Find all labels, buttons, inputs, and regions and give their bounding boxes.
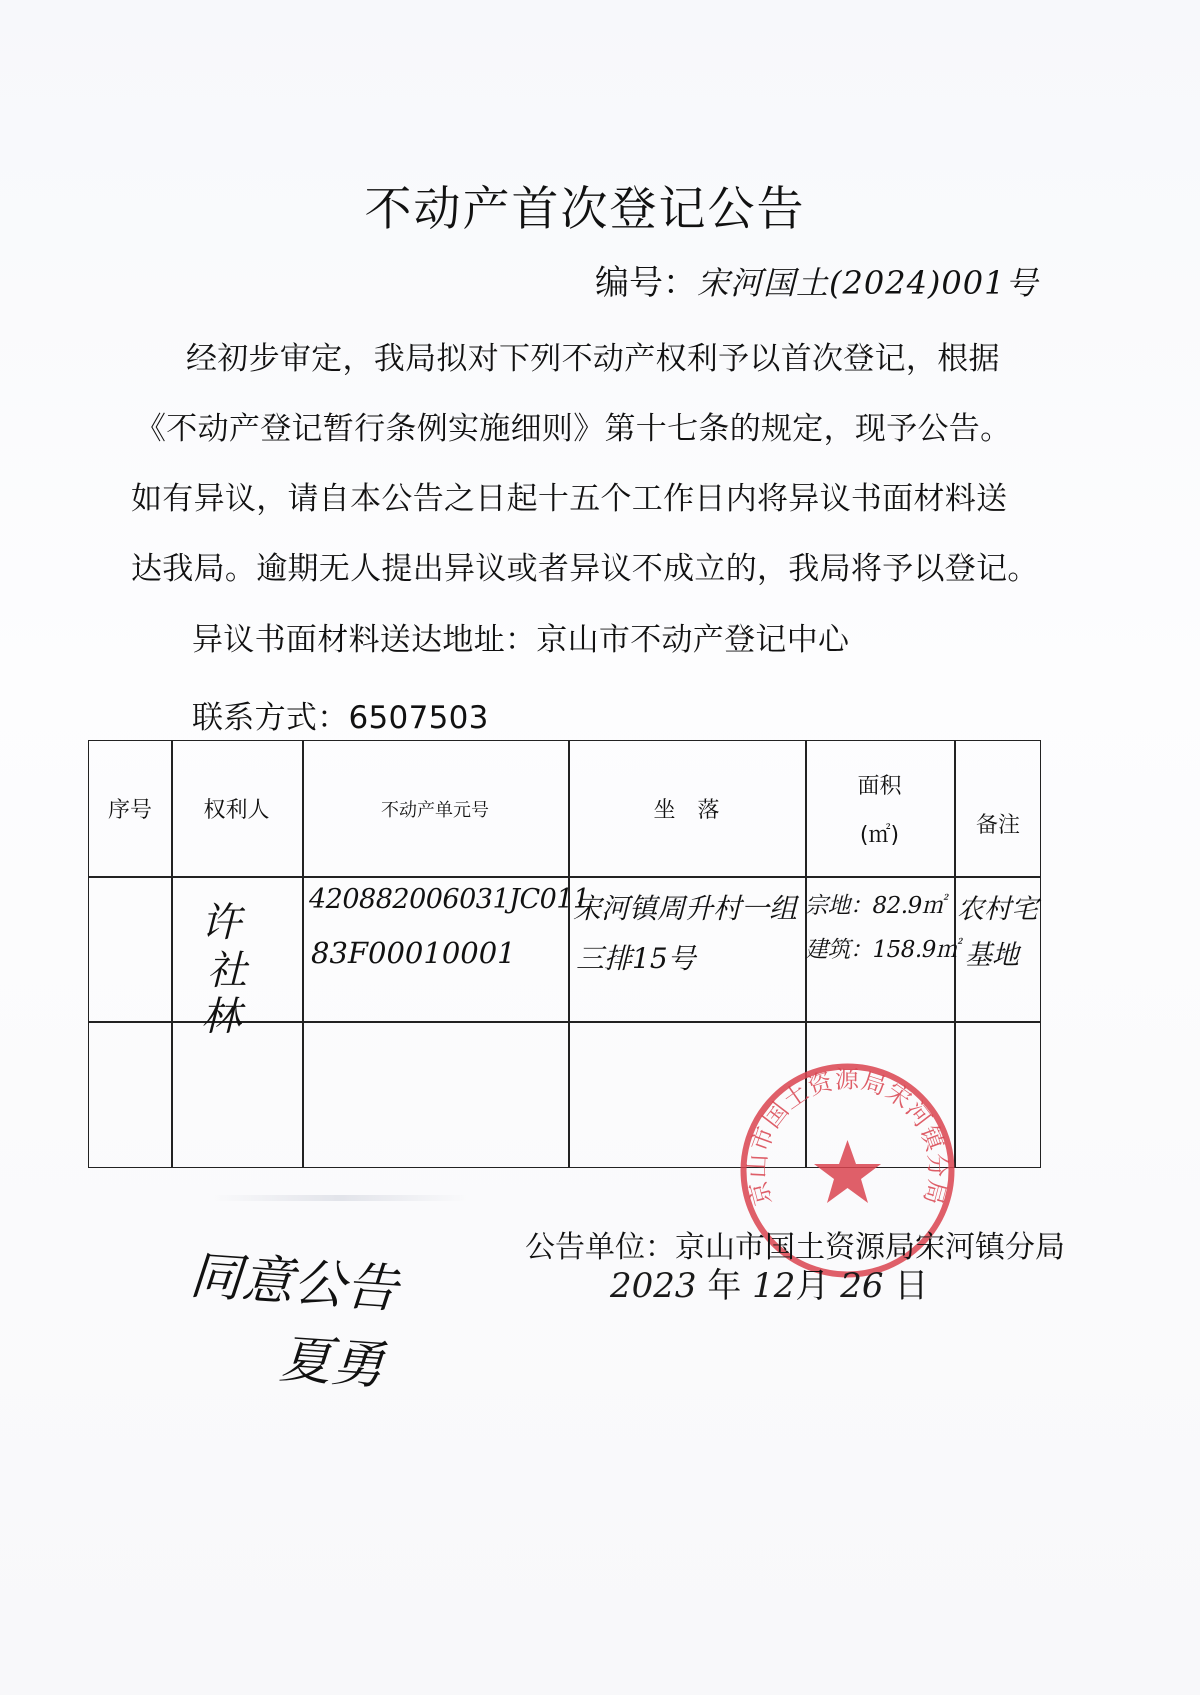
date-year: 2023 [610, 1266, 697, 1306]
notice-reference [595, 255, 1039, 304]
paper-smudge [210, 1195, 470, 1201]
header-seq: 序号 [107, 798, 152, 823]
row2-seq [89, 1021, 171, 1167]
notice-title: 不动产首次登记公告 [364, 182, 806, 237]
row1-holder-char-3: 林 [201, 994, 241, 1040]
row1-location-line-1: 宋河镇周升村一组 [573, 892, 798, 925]
paragraph-line-3: 如有异议，请自本公告之日起十五个工作日内将异议书面材料送 [131, 481, 1008, 517]
row1-holder-char-2: 社 [207, 948, 247, 994]
approval-handwriting: 同意公告 [187, 1245, 400, 1321]
header-holder: 权利人 [203, 798, 270, 823]
header-unit-no: 不动产单元号 [381, 799, 489, 821]
paragraph-line-2: 《不动产登记暂行条例实施细则》第十七条的规定，现予公告。 [135, 411, 1012, 447]
header-location: 坐 落 [653, 798, 720, 823]
row1-unit-no-line-1: 420882006031JC011 [309, 884, 590, 915]
issue-date [610, 1258, 928, 1307]
paragraph-line-1: 经初步审定，我局拟对下列不动产权利予以首次登记，根据 [186, 341, 1000, 377]
date-day: 26 [840, 1266, 884, 1306]
reference-number: 宋河国土(2024)001号 [697, 264, 1039, 302]
issuing-unit: 公告单位：京山市国土资源局宋河镇分局 [525, 1230, 1065, 1265]
row1-area-building: 建筑：158.9㎡ [805, 937, 959, 963]
row1-seq [89, 876, 171, 1021]
header-area-unit: (㎡) [859, 822, 900, 848]
row1-holder-char-1: 许 [201, 900, 241, 946]
date-month: 12 [752, 1266, 796, 1306]
signer-signature: 夏勇 [277, 1329, 386, 1397]
row1-location-line-2: 三排15号 [576, 942, 696, 975]
row1-area-land: 宗地：82.9㎡ [805, 893, 945, 919]
date-month-label: 月 [795, 1266, 830, 1306]
row1-remark-line-2: 基地 [965, 940, 1019, 971]
row1-unit-no-line-2: 83F00010001 [311, 936, 516, 970]
address-line: 异议书面材料送达地址：京山市不动产登记中心 [192, 622, 850, 658]
header-remark: 备注 [975, 813, 1020, 838]
contact-line: 联系方式：6507503 [192, 700, 489, 736]
row1-remark-line-1: 农村宅 [957, 894, 1038, 925]
date-year-label: 年 [707, 1266, 742, 1306]
svg-text:京山市国土资源局宋河镇分局: 京山市国土资源局宋河镇分局 [743, 1065, 952, 1209]
reference-label: 编号： [595, 263, 697, 303]
paragraph-line-4: 达我局。逾期无人提出异议或者异议不成立的，我局将予以登记。 [131, 551, 1039, 587]
date-day-label: 日 [894, 1266, 929, 1306]
header-area [805, 741, 954, 876]
header-area-title: 面积 [857, 773, 902, 799]
